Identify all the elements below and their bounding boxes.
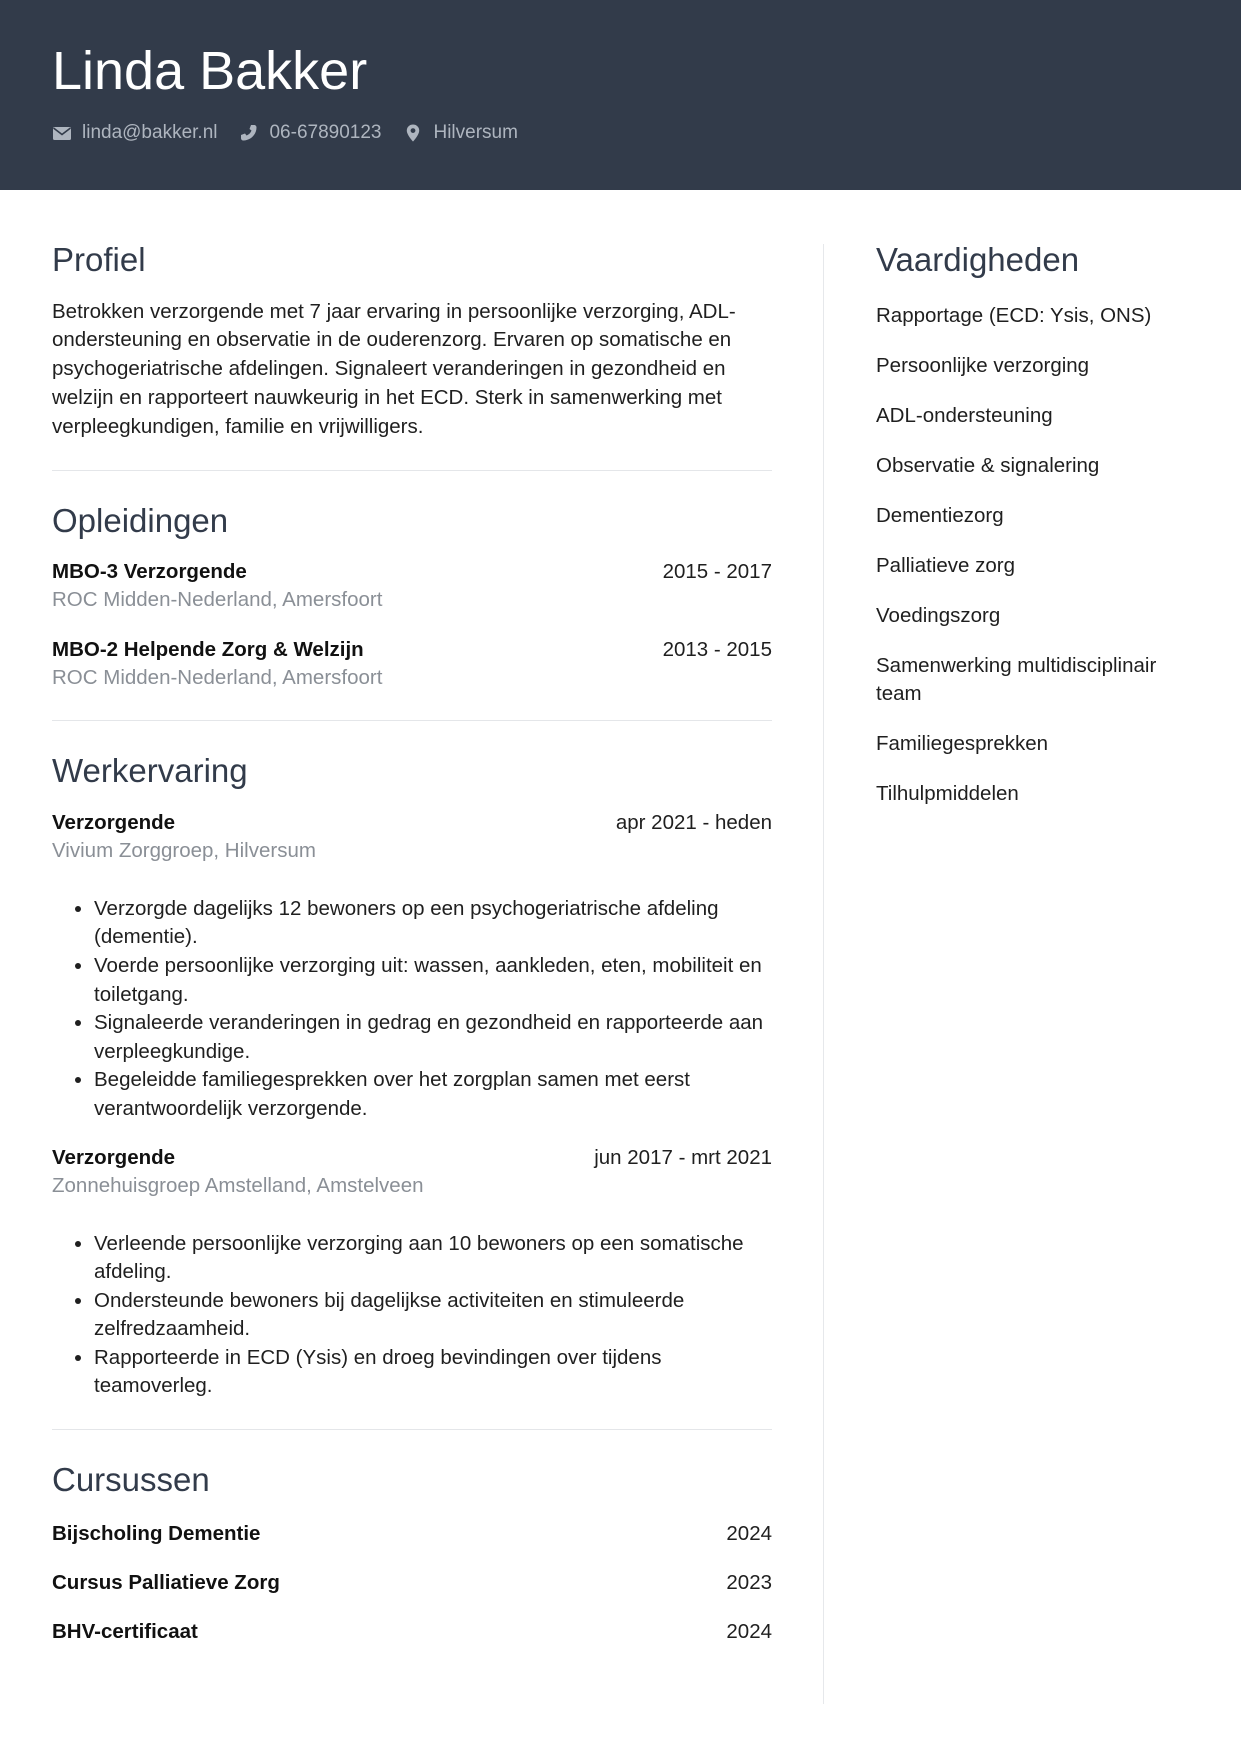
- section-title-courses: Cursussen: [52, 1461, 210, 1499]
- column-divider: [823, 244, 824, 1704]
- experience-bullet: • Begeleidde familiegesprekken over het zorgplan samen met eerst verantwoordelijk verzorgende.: [94, 1066, 772, 1123]
- experience-dates: jun 2017 - mrt 2021: [594, 1145, 772, 1169]
- section-divider: [52, 720, 772, 721]
- skill-item: Familiegesprekken: [876, 731, 1049, 755]
- profile-section: [52, 240, 772, 442]
- candidate-name: Linda Bakker: [52, 41, 368, 101]
- contact-bar: [52, 122, 540, 144]
- experience-bullets: [52, 895, 772, 1124]
- skill-item: Observatie & signalering: [876, 453, 1100, 477]
- contact-location: [403, 122, 517, 144]
- skill-item: Dementiezorg: [876, 503, 1004, 527]
- course-entry: [52, 1618, 772, 1646]
- main-column: [52, 240, 772, 1646]
- experience-role: Verzorgende: [52, 1145, 176, 1169]
- section-title-profile: Profiel: [52, 241, 146, 278]
- skill-item: Voedingszorg: [876, 603, 1001, 627]
- experience-bullets: [52, 1230, 772, 1402]
- experience-bullet: • Signaleerde veranderingen in gedrag en gezondheid en rapporteerde aan verpleegkundige.: [94, 1009, 772, 1066]
- education-school: ROC Midden-Nederland, Amersfoort: [52, 588, 383, 612]
- contact-location-text: Hilversum: [433, 122, 518, 143]
- experience-bullet: • Rapporteerde in ECD (Ysis) en droeg bevindingen over tijdens teamoverleg.: [94, 1344, 772, 1401]
- education-dates: 2015 - 2017: [662, 560, 772, 584]
- experience-role: Verzorgende: [52, 810, 176, 834]
- education-dates: 2013 - 2015: [662, 638, 772, 662]
- section-title-skills: Vaardigheden: [876, 241, 1080, 278]
- contact-phone[interactable]: [239, 122, 381, 144]
- experience-bullet: • Verleende persoonlijke verzorging aan 10 bewoners op een somatische afdeling.: [94, 1230, 772, 1287]
- section-title-education: Opleidingen: [52, 501, 229, 539]
- course-entry: [52, 1520, 772, 1548]
- contact-email[interactable]: [52, 122, 217, 144]
- section-divider: [52, 1429, 772, 1430]
- skill-item: Palliatieve zorg: [876, 553, 1016, 577]
- courses-section: [52, 1460, 772, 1646]
- skill-item: Rapportage (ECD: Ysis, ONS): [876, 303, 1152, 327]
- education-degree: MBO-2 Helpende Zorg & Welzijn: [52, 638, 364, 662]
- experience-entry: [52, 809, 772, 1124]
- education-degree: MBO-3 Verzorgende: [52, 560, 247, 584]
- course-name: Cursus Palliatieve Zorg: [52, 1570, 280, 1594]
- skill-item: Persoonlijke verzorging: [876, 353, 1090, 377]
- resume-header: [0, 0, 1241, 190]
- education-school: ROC Midden-Nederland, Amersfoort: [52, 666, 383, 690]
- course-name: BHV-certificaat: [52, 1619, 198, 1643]
- experience-dates: apr 2021 - heden: [615, 810, 772, 834]
- profile-text: Betrokken verzorgende met 7 jaar ervaring in persoonlijke verzorging, ADL-ondersteuning en observatie in de ouderenzorg. Ervaren op somatische en psychogeriatrische afdelingen. Signaleert veranderingen in gezondheid en welzijn en rapporteert nauwkeurig in het ECD. Sterk in samenwerking met verpleegkundigen, familie en vrijwilligers.: [52, 299, 736, 438]
- course-year: 2024: [726, 1521, 772, 1545]
- experience-entry: [52, 1144, 772, 1402]
- phone-icon: [239, 123, 259, 143]
- section-title-experience: Werkervaring: [52, 752, 248, 790]
- contact-phone-text: 06-67890123: [269, 122, 382, 143]
- education-entry: [52, 636, 772, 692]
- section-divider: [52, 470, 772, 471]
- skills-list: [876, 302, 1196, 808]
- education-section: [52, 501, 772, 693]
- experience-section: [52, 751, 772, 1401]
- location-pin-icon: [403, 123, 423, 143]
- course-year: 2023: [726, 1570, 772, 1594]
- course-year: 2024: [726, 1619, 772, 1643]
- course-name: Bijscholing Dementie: [52, 1521, 261, 1545]
- course-entry: [52, 1569, 772, 1597]
- experience-employer: Vivium Zorggroep, Hilversum: [52, 838, 316, 862]
- skill-item: ADL-ondersteuning: [876, 403, 1053, 427]
- sidebar-column: [876, 240, 1196, 830]
- experience-bullet: • Verzorgde dagelijks 12 bewoners op een psychogeriatrische afdeling (dementie).: [94, 895, 772, 952]
- skill-item: Samenwerking multidisciplinair team: [876, 653, 1157, 705]
- experience-bullet: • Voerde persoonlijke verzorging uit: wassen, aankleden, eten, mobiliteit en toiletgang.: [94, 952, 772, 1009]
- education-entry: [52, 558, 772, 614]
- experience-bullet: • Ondersteunde bewoners bij dagelijkse activiteiten en stimuleerde zelfredzaamheid.: [94, 1287, 772, 1344]
- contact-email-text: linda@bakker.nl: [82, 122, 218, 143]
- envelope-icon: [52, 123, 72, 143]
- skill-item: Tilhulpmiddelen: [876, 781, 1019, 805]
- experience-employer: Zonnehuisgroep Amstelland, Amstelveen: [52, 1173, 424, 1197]
